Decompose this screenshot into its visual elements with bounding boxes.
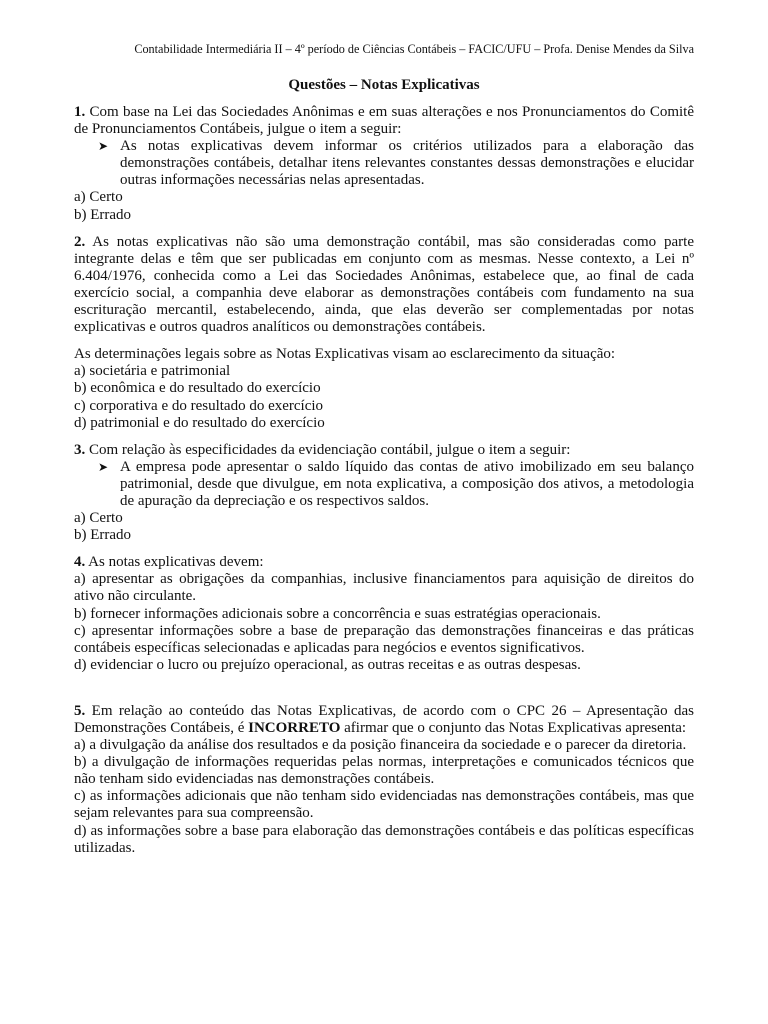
question-5-stem: 5. Em relação ao conteúdo das Notas Explicativas, de acordo com o CPC 26 – Apresentação das Demonstrações Contábeis, é INCORRETO afirmar que o conjunto das Notas Explicativas apresenta: bbox=[74, 702, 694, 736]
question-2 bbox=[74, 234, 694, 432]
question-2-stem: 2. As notas explicativas não são uma demonstração contábil, mas são consideradas como parte integrante delas e têm que ser publicadas em conjunto com as mesmas. Nesse contexto, a Lei nº 6.404/1976, conhecida como a Lei das Sociedades Anônimas, estabelece que, ao final de cada exercício social, a companhia deve elaborar as demonstrações contábeis com fundamento na sua escrituração mercantil, estabelecendo, ainda, que elas deverão ser complementadas por notas explicativas e outros quadros analíticos ou demonstrações contábeis. bbox=[74, 233, 694, 336]
question-3-stem: 3. Com relação às especificidades da evidenciação contábil, julgue o item a seguir: bbox=[74, 441, 571, 458]
option-b: b) Errado bbox=[74, 206, 132, 223]
arrowhead-bullet-icon: ➤ bbox=[98, 139, 109, 154]
question-1 bbox=[74, 104, 694, 224]
question-4-stem: 4. As notas explicativas devem: bbox=[74, 554, 264, 571]
option-d: d) evidenciar o lucro ou prejuízo operacional, as outras receitas e as outras despesas. bbox=[74, 656, 581, 673]
option-b: b) Errado bbox=[74, 527, 132, 544]
option-d: d) patrimonial e do resultado do exercício bbox=[74, 414, 325, 431]
option-a: a) a divulgação da análise dos resultados e da posição financeira da sociedade e o parecer da diretoria. bbox=[74, 737, 687, 754]
option-a: a) societária e patrimonial bbox=[74, 363, 231, 380]
option-d: d) as informações sobre a base para elaboração das demonstrações contábeis e das políticas específicas utilizadas. bbox=[74, 822, 694, 856]
questions-content bbox=[74, 104, 694, 867]
option-b: b) econômica e do resultado do exercício bbox=[74, 380, 321, 397]
question-4 bbox=[74, 554, 694, 674]
question-3 bbox=[74, 442, 694, 545]
option-b: b) a divulgação de informações requeridas pelas normas, interpretações e comunicados técnicos que não tenham sido evidenciadas nas demonstrações contábeis. bbox=[74, 754, 694, 788]
option-a: a) Certo bbox=[74, 510, 123, 527]
option-c: c) as informações adicionais que não tenham sido evidenciadas nas demonstrações contábeis, mas que sejam relevantes para sua compreensão. bbox=[74, 788, 694, 822]
question-3-bullet bbox=[98, 459, 694, 510]
document-title: Questões – Notas Explicativas bbox=[288, 77, 480, 93]
bullet-text: As notas explicativas devem informar os critérios utilizados para a elaboração das demonstrações contábeis, detalhar itens relevantes constantes dessas demonstrações e elucidar outras informações necessárias nelas apresentadas. bbox=[120, 138, 694, 189]
arrowhead-bullet-icon: ➤ bbox=[98, 459, 109, 474]
question-5 bbox=[74, 703, 694, 857]
question-2-prompt: As determinações legais sobre as Notas Explicativas visam ao esclarecimento da situação: bbox=[74, 346, 616, 363]
question-1-stem: 1. Com base na Lei das Sociedades Anônimas e em suas alterações e nos Pronunciamentos do Comitê de Pronunciamentos Contábeis, julgue o item a seguir: bbox=[74, 104, 694, 138]
option-a: a) Certo bbox=[74, 189, 123, 206]
bullet-text: A empresa pode apresentar o saldo líquido das contas de ativo imobilizado em seu balanço patrimonial, desde que divulgue, em nota explicativa, a composição dos ativos, a metodologia de apuração da depreciação e os respectivos saldos. bbox=[120, 458, 694, 509]
option-a: a) apresentar as obrigações da companhias, inclusive financiamentos para aquisição de direitos do ativo não circulante. bbox=[74, 571, 694, 605]
question-1-bullet bbox=[98, 138, 694, 189]
option-b: b) fornecer informações adicionais sobre a concorrência e suas estratégias operacionais. bbox=[74, 605, 601, 622]
option-c: c) corporativa e do resultado do exercício bbox=[74, 397, 324, 414]
page-header: Contabilidade Intermediária II – 4º período de Ciências Contábeis – FACIC/UFU – Profa. Denise Mendes da Silva bbox=[134, 42, 694, 56]
option-c: c) apresentar informações sobre a base de preparação das demonstrações financeiras e das práticas contábeis específicas selecionadas e aplicadas para negócios e eventos significativos. bbox=[74, 622, 694, 656]
